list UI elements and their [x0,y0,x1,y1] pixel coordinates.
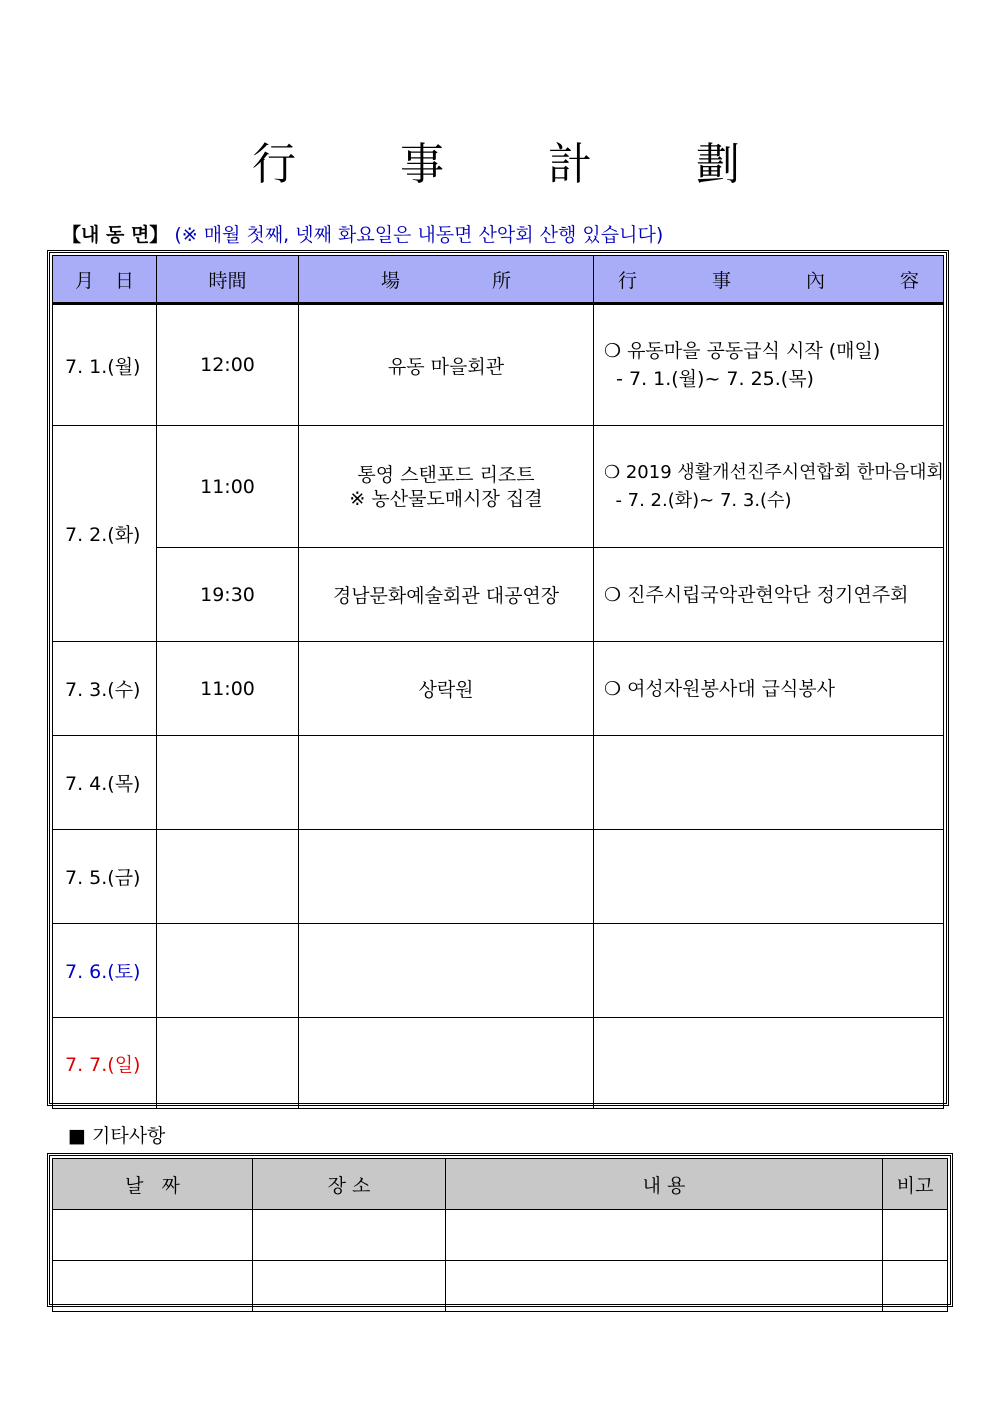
place-cell [299,1018,594,1109]
header-content: 行 事 內 容 [594,256,944,304]
table-row [53,548,944,642]
schedule-table [52,255,944,1109]
date-cell-sunday: 7. 7.(일) [53,1018,157,1109]
time-cell: 11:00 [157,426,299,548]
date-cell: 7. 5.(금) [53,830,157,924]
content-cell: ❍ 유동마을 공동급식 시작 (매일) - 7. 1.(월)~ 7. 25.(목) [594,304,944,426]
misc-cell [883,1261,948,1312]
page-title [0,128,992,192]
time-cell [157,830,299,924]
table-row [53,736,944,830]
date-cell: 7. 2.(화) [53,426,157,642]
misc-header-place: 장 소 [253,1159,446,1210]
misc-cell [446,1210,883,1261]
misc-cell [253,1261,446,1312]
table-row [53,642,944,736]
place-cell [299,924,594,1018]
time-cell [157,1018,299,1109]
misc-header-remarks: 비고 [883,1159,948,1210]
header-place: 場 所 [299,256,594,304]
misc-cell [883,1210,948,1261]
title-char: 劃 [696,139,740,190]
misc-header-date: 날 짜 [53,1159,253,1210]
place-cell: 유동 마을회관 [299,304,594,426]
place-cell [299,736,594,830]
time-cell: 11:00 [157,642,299,736]
header-date: 月 日 [53,256,157,304]
misc-cell [446,1261,883,1312]
place-cell: 경남문화예술회관 대공연장 [299,548,594,642]
title-char: 行 [252,139,296,190]
schedule-header-row [53,256,944,304]
misc-header-row [53,1159,948,1210]
table-row [53,304,944,426]
place-cell: 통영 스탠포드 리조트 ※ 농산물도매시장 집결 [299,426,594,548]
place-cell [299,830,594,924]
content-cell [594,736,944,830]
department-note: (※ 매월 첫째, 넷째 화요일은 내동면 산악회 산행 있습니다) [174,224,664,246]
date-cell-saturday: 7. 6.(토) [53,924,157,1018]
place-cell: 상락원 [299,642,594,736]
schedule-table-frame [47,250,949,1106]
misc-table-frame [47,1153,953,1307]
title-char: 計 [548,139,592,190]
time-cell [157,924,299,1018]
title-char: 事 [400,139,444,190]
content-cell [594,830,944,924]
date-cell: 7. 1.(월) [53,304,157,426]
content-cell [594,924,944,1018]
content-cell: ❍ 진주시립국악관현악단 정기연주회 [594,548,944,642]
misc-row [53,1261,948,1312]
misc-row [53,1210,948,1261]
misc-header-content: 내 용 [446,1159,883,1210]
department-heading [62,220,663,247]
misc-cell [53,1261,253,1312]
date-cell: 7. 3.(수) [53,642,157,736]
date-cell: 7. 4.(목) [53,736,157,830]
content-cell: ❍ 2019 생활개선진주시연합회 한마음대회 - 7. 2.(화)~ 7. 3.(수) [594,426,944,548]
table-row [53,426,944,548]
misc-cell [253,1210,446,1261]
table-row [53,924,944,1018]
misc-table [52,1158,948,1312]
time-cell [157,736,299,830]
time-cell: 12:00 [157,304,299,426]
content-cell: ❍ 여성자원봉사대 급식봉사 [594,642,944,736]
misc-cell [53,1210,253,1261]
table-row [53,1018,944,1109]
department-name: 【내 동 면】 [62,224,169,246]
misc-section-label: ■ 기타사항 [68,1125,166,1147]
content-cell [594,1018,944,1109]
table-row [53,830,944,924]
header-time: 時間 [157,256,299,304]
time-cell: 19:30 [157,548,299,642]
